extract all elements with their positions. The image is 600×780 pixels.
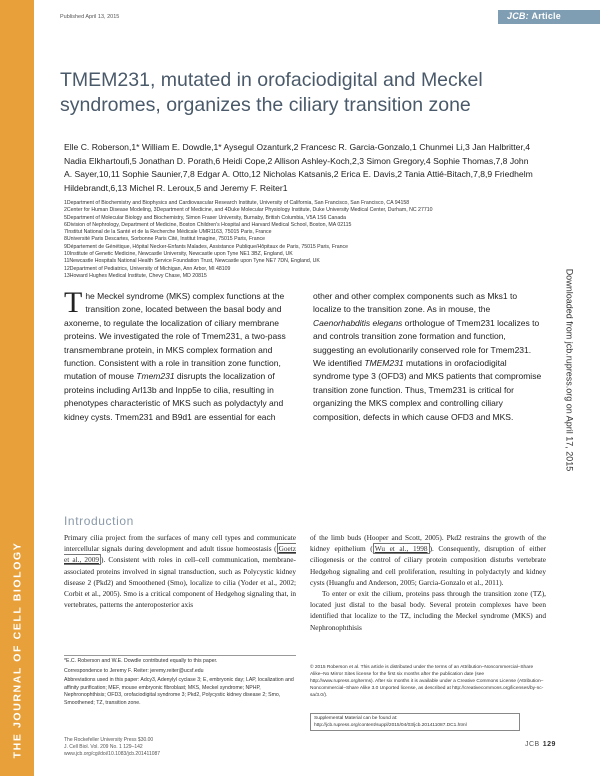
abstract-text: he Meckel syndrome (MKS) complex functions at the transition zone, located between the basal body and axoneme, to regulate the localization of ciliary membrane proteins. We investigated the role of Tmem231, a two-pass transmembrane protein, in MKS complex formation and function. Consistent with a role in transition zone function, mutation of mouse xyxy=(64,291,286,382)
affiliation-item: 11Newcastle Hospitals National Health Service Foundation Trust, Newcastle upon Tyne NE7 7DN, England, UK xyxy=(64,258,320,265)
affiliation-item: 5Department of Molecular Biology and Biochemistry, Simon Fraser University, Burnaby, British Columbia, V5A 1S6 Canada xyxy=(64,214,346,221)
supplemental-label: Supplemental Material can be found at: xyxy=(314,716,398,721)
citation-link[interactable]: Wu et al., 1998 xyxy=(374,544,428,554)
affiliation-item: 12Department of Pediatrics, University of Michigan, Ann Arbor, MI 48109 xyxy=(64,265,231,272)
intro-text: of the limb buds (Hooper and Scott, 2005). Pkd2 restrains the growth of the kidney epithelium ( xyxy=(310,533,546,554)
footnote-abbreviations: Abbreviations used in this paper: Adcy3, Adenylyl cyclase 3; E, embryonic day; LAP, localization and affinity purification; MEF, mouse embryonic fibroblast; MKS, Meckel syndrome; NPHP, Nephronophthisis; OFD3, orofaciodigital syndrome 3; Pkd2, Polycystic kidney disease 2; Smo, Smoothened; TZ, transition zone. xyxy=(64,677,294,706)
intro-text: Primary cilia project from the surfaces of many cell types and communicate intercellular signals during development and adult tissue homeostasis ( xyxy=(64,533,296,554)
intro-column-left xyxy=(64,532,296,610)
author-list: Elle C. Roberson,1* William E. Dowdle,1* Aysegul Ozanturk,2 Francesc R. Garcia-Gonzalo,1 Chunmei Li,3 Jan Halbritter,4 Nadia Elkhartoufi,5 Jonathan D. Porath,6 Heidi Cope,2 Allison Ashley-Koch,2,3 Simon Gregory,4 Sophie Thomas,7,8 John A. Sayer,10,11 Sophie Saunier,7,8 Edgar A. Otto,12 Nicholas Katsanis,2 Erica E. Davis,2 Tania Attié-Bitach,7,8,9 Friedhelm Hildebrandt,6,13 Michel R. Leroux,5 and Jeremy F. Reiter1 xyxy=(64,142,533,193)
article-title: TMEM231, mutated in orofaciodigital and Meckel syndromes, organizes the ciliary transition zone xyxy=(60,69,483,116)
article-section: Article xyxy=(531,11,561,21)
page-footer xyxy=(525,741,556,748)
supplemental-box xyxy=(310,713,520,731)
footnote-equal-contribution: *E.C. Roberson and W.E. Dowdle contributed equally to this paper. xyxy=(64,658,218,664)
journal-side-title xyxy=(6,520,28,780)
page-number: 129 xyxy=(542,741,556,748)
download-note-text: Downloaded from jcb.rupress.org on April 17, 2015 xyxy=(564,268,574,472)
footnote-divider xyxy=(64,655,296,656)
journal-name: THE JOURNAL OF CELL BIOLOGY xyxy=(11,541,23,759)
affiliation-item: 8Université Paris Descartes, Sorbonne Paris Cité, Institut Imagine, 75015 Paris, France xyxy=(64,236,265,243)
affiliation-item: 13Howard Hughes Medical Institute, Chevy Chase, MD 20815 xyxy=(64,272,207,279)
citation-line: J. Cell Biol. Vol. 209 No. 1 129–142 xyxy=(64,744,143,750)
journal-short: JCB xyxy=(507,11,526,21)
intro-column-right xyxy=(310,532,546,633)
affiliation-item: 2Center for Human Disease Modeling, 3Department of Medicine, and 4Duke Molecular Physiology Institute, Duke University Medical Center, Durham, NC 27710 xyxy=(64,207,433,214)
affiliation-item: 7Institut National de la Santé et de la Recherche Médicale UMR1163, 75015 Paris, France xyxy=(64,229,272,236)
intro-text: ). Consequently, disruption of either ciliogenesis or the control of ciliary protein composition disturbs vertebrate Hedgehog signaling and cell proliferation, resulting in polydactyly and kidney cysts (Huangfu and Anderson, 2005; Garcia-Gonzalo et al., 2011). xyxy=(310,544,546,587)
abstract-text: disrupts the localization of proteins including Arl13b and Inpp5e to cilia, resulting in phenotypes characteristic of MKS such as polydactyly and kidney cysts. Tmem231 and B9d1 are essential for each other and other complex components such as Mks1 to localize to the transition zone. As in mouse, the xyxy=(64,291,518,422)
footer-journal: JCB xyxy=(525,741,540,748)
published-date: Published April 13, 2015 xyxy=(60,14,120,20)
abstract-gene: TMEM231 xyxy=(364,358,404,369)
publisher-line: The Rockefeller University Press $30.00 xyxy=(64,737,154,743)
abstract-text: orthologue of Tmem231 localizes to and controls transition zone formation and function, suggesting an evolutionarily conserved role for Tmem231. We identified xyxy=(313,317,540,369)
footnote-correspondence: Correspondence to Jeremy F. Reiter: jeremy.reiter@ucsf.edu xyxy=(64,667,204,674)
journal-header-label: JCB: Article xyxy=(507,11,561,21)
introduction-heading: Introduction xyxy=(64,514,134,528)
download-note xyxy=(558,250,580,490)
doi-line[interactable]: www.jcb.org/cgi/doi/10.1083/jcb.201411087 xyxy=(64,751,161,757)
intro-paragraph xyxy=(310,532,546,588)
footnotes xyxy=(64,658,296,709)
abstract-gene: Tmem231 xyxy=(136,371,175,382)
affiliation-item: 6Division of Nephrology, Department of Medicine, Boston Children's Hospital and Harvard Medical School, Boston, MA 02115 xyxy=(64,221,352,228)
publication-info xyxy=(64,737,160,758)
intro-text: ). Consistent with roles in cell–cell communication, membrane-associated proteins involved in signal transduction, such as Polycystic kidney disease 2 (Pkd2) and Smoothened (Smo), localize to cilia (Yoder et al., 2002; Corbit et al., 2005). Smo is a critical component of Hedgehog signaling that, in vertebrates, patterns the anteroposterior axis xyxy=(64,555,296,610)
intro-paragraph: To enter or exit the cilium, proteins pass through the transition zone (TZ), located just distal to the basal body. Several protein complexes have been identified that localize to the TZ, including the Meckel syndrome (MKS) and Nephronophthisis xyxy=(310,589,546,632)
abstract-dropcap: T xyxy=(64,286,83,319)
license-statement: © 2015 Roberson et al. This article is distributed under the terms of an Attribution–Noncommercial–Share Alike–No Mirror Sites license for the first six months after the publication date (see http://www.rupress.org/terms). After six months it is available under a Creative Commons License (Attribution–Noncommercial–Share Alike 3.0 Unported license, as described at http://creativecommons.org/licenses/by-nc-sa/3.0/). xyxy=(310,665,544,698)
affiliation-item: 1Department of Biochemistry and Biophysics and Cardiovascular Research Institute, University of California, San Francisco, San Francisco, CA 94158 xyxy=(64,200,410,206)
affiliation-item: 10Institute of Genetic Medicine, Newcastle University, Newcastle upon Tyne NE1 3BZ, England, UK xyxy=(64,251,293,258)
supplemental-link[interactable]: http://jcb.rupress.org/content/suppl/2015/04/03/jcb.201411087.DC1.html xyxy=(314,723,467,728)
abstract-species: Caenorhabditis elegans xyxy=(313,317,403,328)
citation-link[interactable]: Goetz et al., 2009 xyxy=(64,544,296,565)
affiliations xyxy=(64,200,534,280)
abstract-text: mutations in orofaciodigital syndrome type 3 (OFD3) and MKS patients that compromise transition zone function. Thus, Tmem231 is critical for organizing the MKS complex and controlling ciliary composition, defects in which cause OFD3 and MKS. xyxy=(313,358,542,422)
affiliation-item: 9Département de Génétique, Hôpital Necker-Enfants Malades, Assistance Publique/Hôpitaux de Paris, 75015 Paris, France xyxy=(64,243,349,250)
abstract xyxy=(64,286,544,424)
